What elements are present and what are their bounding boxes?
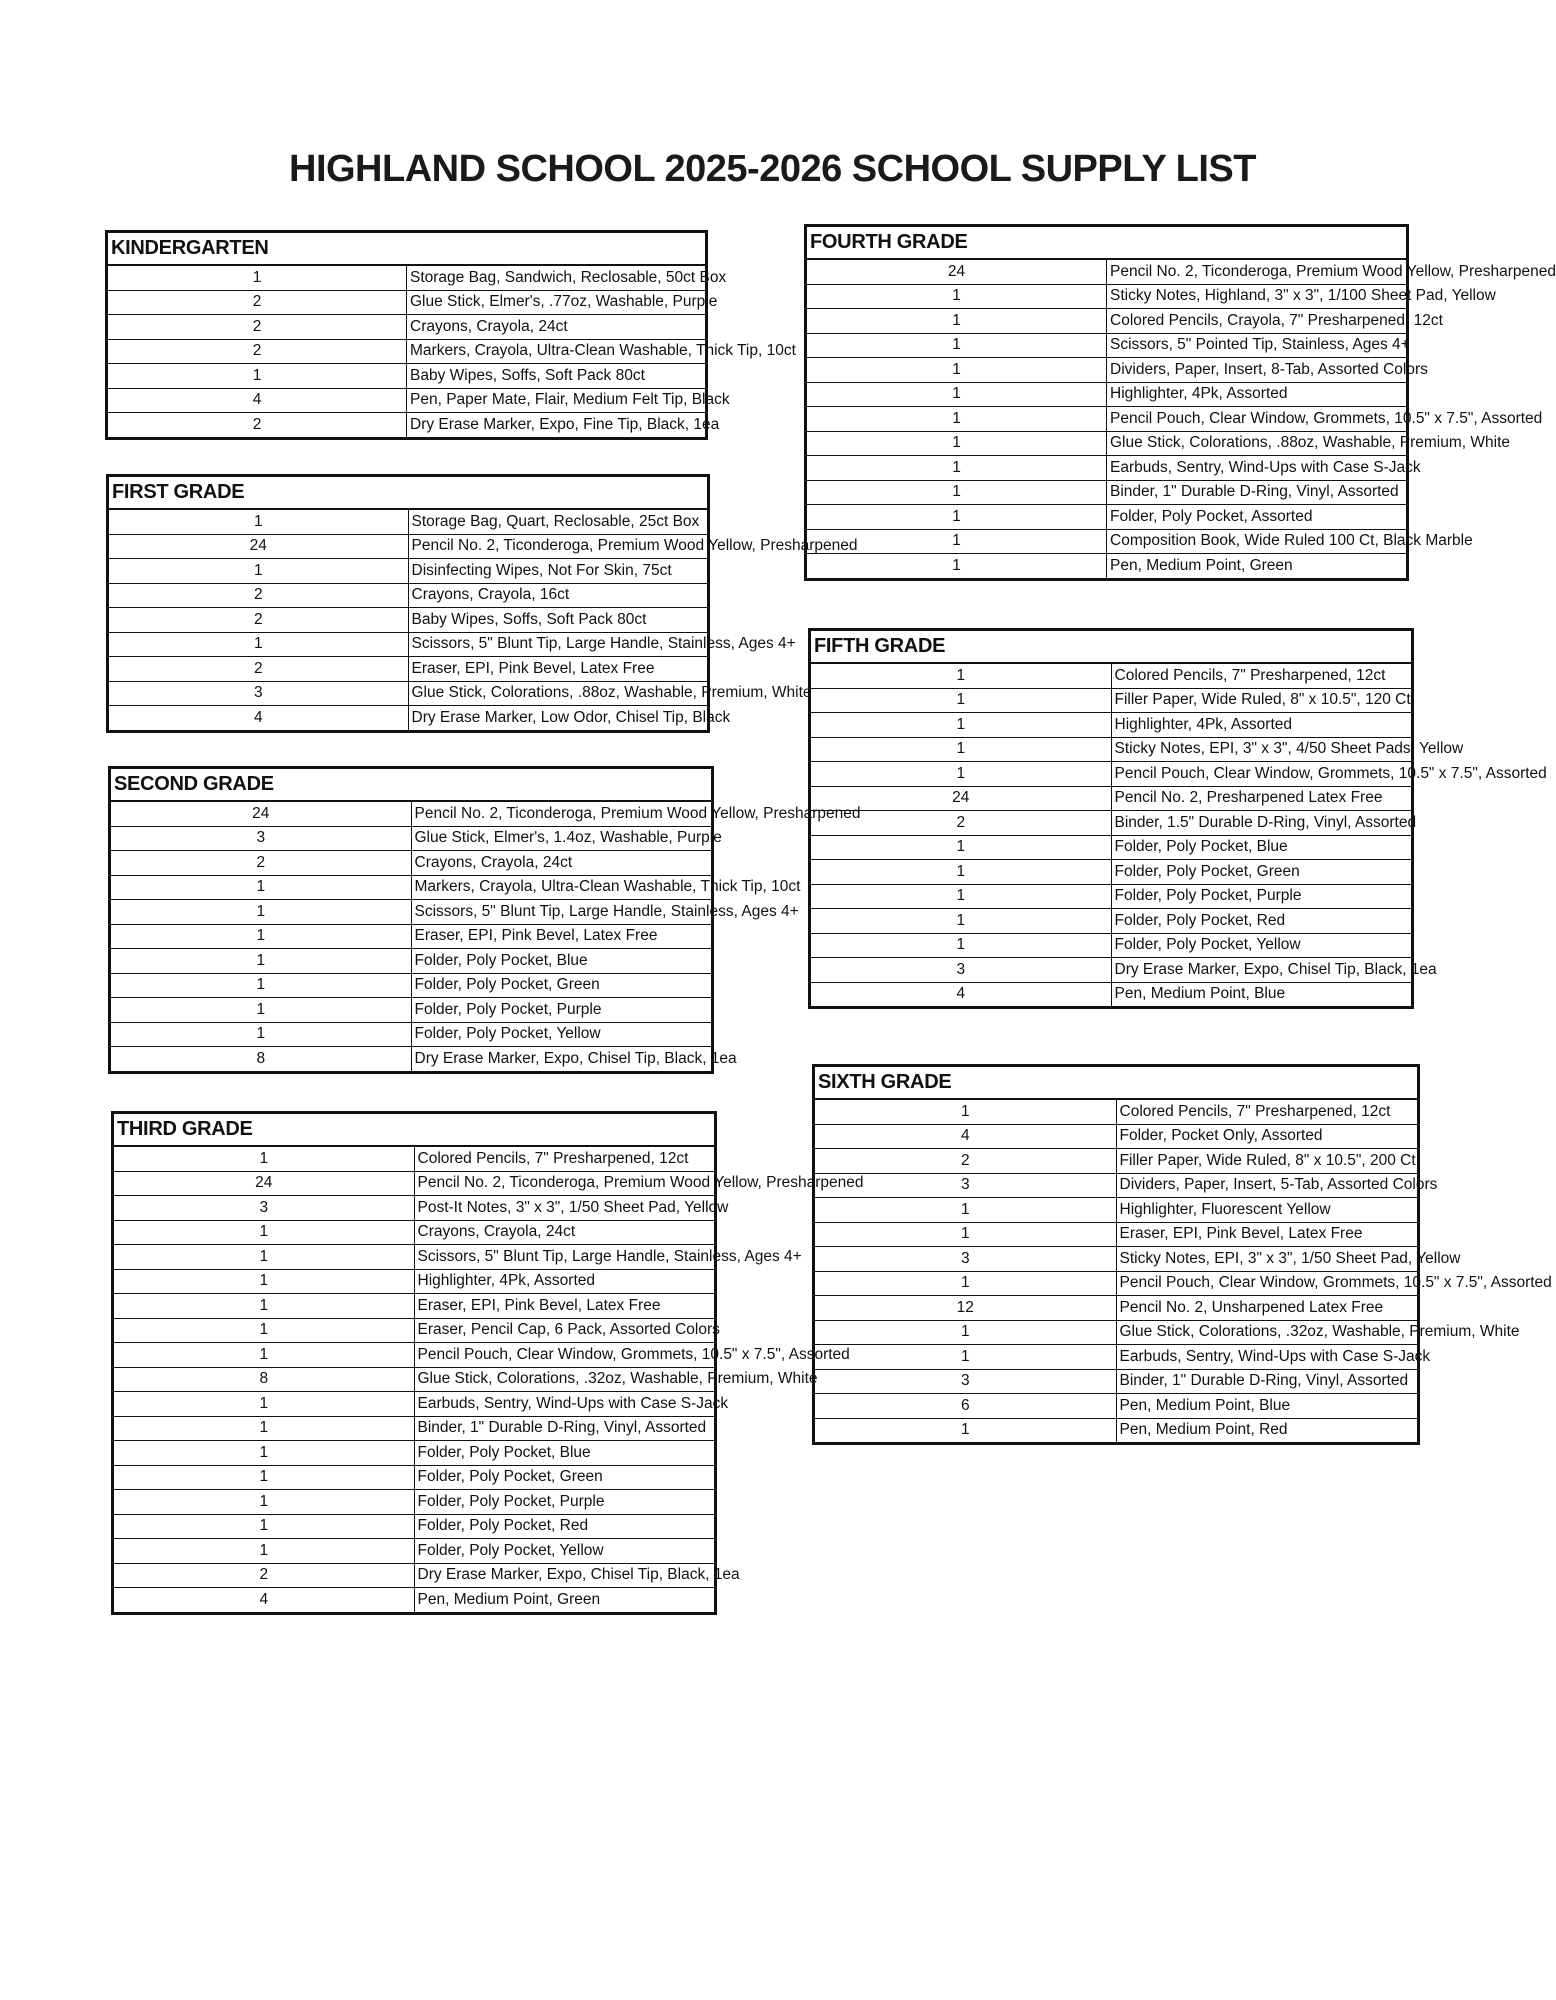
item-description: Folder, Poly Pocket, Yellow (414, 1539, 716, 1564)
grade-heading: THIRD GRADE (113, 1113, 716, 1147)
supply-row (110, 949, 713, 974)
item-description: Pencil Pouch, Clear Window, Grommets, 10.5" x 7.5", Assorted (1107, 407, 1408, 432)
supply-row (814, 1222, 1419, 1247)
second-grade-table (108, 766, 861, 1074)
item-quantity: 1 (113, 1294, 415, 1319)
grade-heading: SIXTH GRADE (814, 1066, 1419, 1100)
item-description: Pen, Medium Point, Green (414, 1588, 716, 1614)
item-description: Sticky Notes, Highland, 3" x 3", 1/100 Sheet Pad, Yellow (1107, 284, 1408, 309)
supply-row (107, 265, 707, 290)
supply-row (814, 1394, 1419, 1419)
supply-row (113, 1196, 716, 1221)
supply-row (814, 1198, 1419, 1223)
item-quantity: 2 (810, 811, 1112, 836)
supply-row (108, 534, 709, 559)
item-quantity: 8 (110, 1047, 412, 1073)
item-quantity: 24 (110, 801, 412, 826)
supply-row (814, 1173, 1419, 1198)
item-quantity: 1 (806, 529, 1107, 554)
item-description: Pencil No. 2, Ticonderoga, Premium Wood Yellow, Presharpened (1107, 259, 1408, 284)
item-description: Folder, Poly Pocket, Blue (411, 949, 713, 974)
item-description: Crayons, Crayola, 24ct (411, 851, 713, 876)
item-description: Highlighter, 4Pk, Assorted (1107, 382, 1408, 407)
item-quantity: 2 (107, 315, 407, 340)
item-description: Folder, Poly Pocket, Green (411, 973, 713, 998)
item-quantity: 1 (810, 713, 1112, 738)
item-description: Composition Book, Wide Ruled 100 Ct, Black Marble (1107, 529, 1408, 554)
supply-row (113, 1392, 716, 1417)
item-description: Folder, Poly Pocket, Green (1111, 860, 1413, 885)
supply-row (814, 1149, 1419, 1174)
item-quantity: 1 (107, 265, 407, 290)
item-description: Crayons, Crayola, 24ct (414, 1220, 716, 1245)
supply-row (814, 1247, 1419, 1272)
supply-row (113, 1294, 716, 1319)
supply-row (810, 688, 1413, 713)
supply-row (806, 480, 1408, 505)
supply-row (814, 1296, 1419, 1321)
item-quantity: 1 (810, 909, 1112, 934)
item-description: Folder, Poly Pocket, Red (414, 1514, 716, 1539)
item-description: Glue Stick, Colorations, .32oz, Washable, Premium, White (1116, 1320, 1419, 1345)
item-quantity: 1 (108, 632, 409, 657)
item-quantity: 4 (814, 1124, 1117, 1149)
item-description: Folder, Poly Pocket, Purple (411, 998, 713, 1023)
supply-row (110, 826, 713, 851)
item-description: Folder, Poly Pocket, Yellow (1111, 933, 1413, 958)
supply-row (806, 309, 1408, 334)
supply-row (806, 407, 1408, 432)
supply-row (113, 1318, 716, 1343)
item-quantity: 2 (113, 1563, 415, 1588)
item-quantity: 2 (108, 583, 409, 608)
item-quantity: 1 (113, 1146, 415, 1171)
item-description: Binder, 1" Durable D-Ring, Vinyl, Assorted (1107, 480, 1408, 505)
supply-row (810, 835, 1413, 860)
item-description: Colored Pencils, 7" Presharpened, 12ct (1116, 1099, 1419, 1124)
supply-row (810, 884, 1413, 909)
item-quantity: 1 (113, 1416, 415, 1441)
supply-row (810, 909, 1413, 934)
item-quantity: 3 (814, 1247, 1117, 1272)
grade-heading: KINDERGARTEN (107, 232, 707, 266)
supply-row (814, 1124, 1419, 1149)
item-quantity: 1 (806, 505, 1107, 530)
item-quantity: 2 (107, 413, 407, 439)
supply-row (814, 1320, 1419, 1345)
supply-row (110, 973, 713, 998)
item-description: Baby Wipes, Soffs, Soft Pack 80ct (408, 608, 709, 633)
item-quantity: 4 (113, 1588, 415, 1614)
item-description: Binder, 1.5" Durable D-Ring, Vinyl, Assorted (1111, 811, 1413, 836)
item-description: Pen, Paper Mate, Flair, Medium Felt Tip, Black (407, 388, 707, 413)
item-quantity: 1 (806, 358, 1107, 383)
item-quantity: 1 (810, 737, 1112, 762)
item-description: Eraser, EPI, Pink Bevel, Latex Free (414, 1294, 716, 1319)
item-quantity: 1 (113, 1269, 415, 1294)
supply-row (814, 1099, 1419, 1124)
item-description: Pencil No. 2, Ticonderoga, Premium Wood Yellow, Presharpened (414, 1171, 716, 1196)
item-quantity: 1 (806, 309, 1107, 334)
item-quantity: 1 (810, 762, 1112, 787)
supply-row (108, 608, 709, 633)
item-description: Binder, 1" Durable D-Ring, Vinyl, Assorted (414, 1416, 716, 1441)
item-quantity: 24 (108, 534, 409, 559)
supply-row (110, 900, 713, 925)
supply-row (108, 632, 709, 657)
fourth-grade-table (804, 224, 1556, 581)
supply-row (113, 1539, 716, 1564)
item-quantity: 1 (814, 1099, 1117, 1124)
item-description: Crayons, Crayola, 16ct (408, 583, 709, 608)
item-description: Colored Pencils, 7" Presharpened, 12ct (414, 1146, 716, 1171)
supply-row (810, 982, 1413, 1008)
item-description: Glue Stick, Colorations, .32oz, Washable, Premium, White (414, 1367, 716, 1392)
grade-heading: FOURTH GRADE (806, 226, 1408, 260)
item-description: Highlighter, 4Pk, Assorted (414, 1269, 716, 1294)
item-description: Dividers, Paper, Insert, 5-Tab, Assorted Colors (1116, 1173, 1419, 1198)
item-quantity: 1 (110, 875, 412, 900)
item-description: Storage Bag, Sandwich, Reclosable, 50ct Box (407, 265, 707, 290)
item-quantity: 1 (110, 1022, 412, 1047)
item-description: Filler Paper, Wide Ruled, 8" x 10.5", 200 Ct (1116, 1149, 1419, 1174)
item-quantity: 1 (806, 382, 1107, 407)
grade-heading: SECOND GRADE (110, 768, 713, 802)
item-quantity: 1 (113, 1490, 415, 1515)
item-quantity: 1 (113, 1318, 415, 1343)
item-quantity: 1 (806, 554, 1107, 580)
item-description: Pencil No. 2, Ticonderoga, Premium Wood Yellow, Presharpened (411, 801, 713, 826)
supply-row (108, 509, 709, 534)
item-description: Post-It Notes, 3" x 3", 1/50 Sheet Pad, Yellow (414, 1196, 716, 1221)
item-description: Folder, Poly Pocket, Assorted (1107, 505, 1408, 530)
item-quantity: 2 (108, 608, 409, 633)
item-description: Folder, Poly Pocket, Blue (414, 1441, 716, 1466)
supply-row (113, 1514, 716, 1539)
item-description: Pencil No. 2, Ticonderoga, Premium Wood Yellow, Presharpened (408, 534, 709, 559)
supply-row (113, 1490, 716, 1515)
item-description: Eraser, EPI, Pink Bevel, Latex Free (411, 924, 713, 949)
supply-row (810, 811, 1413, 836)
supply-row (810, 933, 1413, 958)
item-quantity: 4 (107, 388, 407, 413)
item-description: Pencil Pouch, Clear Window, Grommets, 10.5" x 7.5", Assorted (1111, 762, 1413, 787)
item-description: Folder, Poly Pocket, Blue (1111, 835, 1413, 860)
supply-row (107, 339, 707, 364)
supply-row (107, 388, 707, 413)
item-description: Colored Pencils, Crayola, 7" Presharpened, 12ct (1107, 309, 1408, 334)
item-quantity: 1 (113, 1392, 415, 1417)
supply-row (107, 364, 707, 389)
supply-row (814, 1418, 1419, 1444)
supply-row (107, 413, 707, 439)
supply-row (110, 924, 713, 949)
item-quantity: 1 (110, 900, 412, 925)
item-quantity: 1 (110, 924, 412, 949)
item-description: Dry Erase Marker, Expo, Fine Tip, Black, 1ea (407, 413, 707, 439)
supply-row (113, 1171, 716, 1196)
item-description: Scissors, 5" Blunt Tip, Large Handle, Stainless, Ages 4+ (408, 632, 709, 657)
item-description: Sticky Notes, EPI, 3" x 3", 1/50 Sheet Pad, Yellow (1116, 1247, 1419, 1272)
supply-row (810, 713, 1413, 738)
item-quantity: 2 (814, 1149, 1117, 1174)
item-description: Baby Wipes, Soffs, Soft Pack 80ct (407, 364, 707, 389)
item-quantity: 2 (108, 657, 409, 682)
supply-row (113, 1367, 716, 1392)
sixth-grade-table (812, 1064, 1552, 1445)
item-quantity: 24 (806, 259, 1107, 284)
item-description: Glue Stick, Colorations, .88oz, Washable, Premium, White (1107, 431, 1408, 456)
item-description: Eraser, EPI, Pink Bevel, Latex Free (1116, 1222, 1419, 1247)
item-description: Dry Erase Marker, Expo, Chisel Tip, Black, 1ea (414, 1563, 716, 1588)
item-quantity: 1 (108, 509, 409, 534)
supply-row (806, 529, 1408, 554)
item-quantity: 1 (810, 835, 1112, 860)
item-description: Eraser, EPI, Pink Bevel, Latex Free (408, 657, 709, 682)
supply-row (110, 851, 713, 876)
item-description: Glue Stick, Elmer's, .77oz, Washable, Purple (407, 290, 707, 315)
item-quantity: 3 (110, 826, 412, 851)
item-description: Folder, Poly Pocket, Yellow (411, 1022, 713, 1047)
supply-row (810, 860, 1413, 885)
item-description: Folder, Poly Pocket, Purple (414, 1490, 716, 1515)
item-quantity: 4 (108, 706, 409, 732)
supply-row (806, 554, 1408, 580)
supply-row (810, 737, 1413, 762)
item-description: Scissors, 5" Pointed Tip, Stainless, Ages 4+ (1107, 333, 1408, 358)
item-quantity: 24 (113, 1171, 415, 1196)
grade-heading: FIRST GRADE (108, 476, 709, 510)
supply-row (108, 657, 709, 682)
item-description: Scissors, 5" Blunt Tip, Large Handle, Stainless, Ages 4+ (414, 1245, 716, 1270)
item-description: Markers, Crayola, Ultra-Clean Washable, Thick Tip, 10ct (411, 875, 713, 900)
item-description: Pen, Medium Point, Blue (1116, 1394, 1419, 1419)
grade-heading: FIFTH GRADE (810, 630, 1413, 664)
item-description: Folder, Poly Pocket, Red (1111, 909, 1413, 934)
supply-row (108, 706, 709, 732)
item-description: Sticky Notes, EPI, 3" x 3", 4/50 Sheet Pads, Yellow (1111, 737, 1413, 762)
item-description: Filler Paper, Wide Ruled, 8" x 10.5", 120 Ct (1111, 688, 1413, 713)
supply-row (110, 801, 713, 826)
item-quantity: 1 (113, 1465, 415, 1490)
supply-row (113, 1588, 716, 1614)
supply-row (110, 1047, 713, 1073)
item-quantity: 1 (810, 860, 1112, 885)
item-description: Folder, Poly Pocket, Green (414, 1465, 716, 1490)
item-description: Glue Stick, Colorations, .88oz, Washable, Premium, White (408, 681, 709, 706)
supply-row (810, 663, 1413, 688)
supply-row (110, 875, 713, 900)
item-description: Pencil No. 2, Unsharpened Latex Free (1116, 1296, 1419, 1321)
supply-row (113, 1146, 716, 1171)
item-description: Earbuds, Sentry, Wind-Ups with Case S-Jack (1116, 1345, 1419, 1370)
item-quantity: 2 (107, 290, 407, 315)
first-grade-table (106, 474, 858, 733)
item-quantity: 2 (110, 851, 412, 876)
item-description: Earbuds, Sentry, Wind-Ups with Case S-Jack (414, 1392, 716, 1417)
item-quantity: 1 (110, 973, 412, 998)
item-quantity: 1 (814, 1345, 1117, 1370)
item-quantity: 3 (108, 681, 409, 706)
item-description: Pencil Pouch, Clear Window, Grommets, 10.5" x 7.5", Assorted (414, 1343, 716, 1368)
fifth-grade-table (808, 628, 1547, 1009)
item-quantity: 1 (113, 1245, 415, 1270)
third-grade-table (111, 1111, 864, 1615)
item-quantity: 1 (113, 1539, 415, 1564)
item-quantity: 1 (108, 559, 409, 584)
item-quantity: 1 (806, 407, 1107, 432)
supply-row (806, 505, 1408, 530)
supply-row (108, 681, 709, 706)
item-quantity: 8 (113, 1367, 415, 1392)
item-description: Folder, Pocket Only, Assorted (1116, 1124, 1419, 1149)
item-description: Scissors, 5" Blunt Tip, Large Handle, Stainless, Ages 4+ (411, 900, 713, 925)
item-quantity: 6 (814, 1394, 1117, 1419)
item-quantity: 1 (806, 456, 1107, 481)
supply-row (810, 958, 1413, 983)
item-description: Pen, Medium Point, Green (1107, 554, 1408, 580)
item-quantity: 1 (113, 1441, 415, 1466)
supply-row (810, 762, 1413, 787)
item-description: Earbuds, Sentry, Wind-Ups with Case S-Jack (1107, 456, 1408, 481)
item-description: Pencil No. 2, Presharpened Latex Free (1111, 786, 1413, 811)
item-description: Highlighter, 4Pk, Assorted (1111, 713, 1413, 738)
item-description: Dry Erase Marker, Expo, Chisel Tip, Black, 1ea (411, 1047, 713, 1073)
item-quantity: 1 (814, 1320, 1117, 1345)
item-description: Pen, Medium Point, Red (1116, 1418, 1419, 1444)
supply-row (806, 358, 1408, 383)
item-quantity: 3 (810, 958, 1112, 983)
supply-row (107, 315, 707, 340)
item-quantity: 1 (814, 1271, 1117, 1296)
item-description: Glue Stick, Elmer's, 1.4oz, Washable, Purple (411, 826, 713, 851)
item-quantity: 1 (110, 949, 412, 974)
supply-row (806, 284, 1408, 309)
supply-row (108, 583, 709, 608)
item-description: Dry Erase Marker, Low Odor, Chisel Tip, Black (408, 706, 709, 732)
item-description: Eraser, Pencil Cap, 6 Pack, Assorted Colors (414, 1318, 716, 1343)
supply-row (107, 290, 707, 315)
supply-row (113, 1220, 716, 1245)
supply-row (113, 1563, 716, 1588)
item-quantity: 1 (806, 431, 1107, 456)
kindergarten-table (105, 230, 796, 440)
supply-row (806, 431, 1408, 456)
item-quantity: 1 (806, 480, 1107, 505)
item-quantity: 1 (806, 284, 1107, 309)
supply-row (113, 1245, 716, 1270)
supply-row (806, 333, 1408, 358)
item-quantity: 1 (113, 1220, 415, 1245)
item-quantity: 4 (810, 982, 1112, 1008)
item-description: Highlighter, Fluorescent Yellow (1116, 1198, 1419, 1223)
supply-row (814, 1369, 1419, 1394)
supply-row (108, 559, 709, 584)
supply-row (110, 998, 713, 1023)
supply-row (806, 456, 1408, 481)
supply-row (110, 1022, 713, 1047)
supply-row (806, 259, 1408, 284)
supply-row (814, 1271, 1419, 1296)
item-description: Storage Bag, Quart, Reclosable, 25ct Box (408, 509, 709, 534)
supply-row (113, 1343, 716, 1368)
item-description: Disinfecting Wipes, Not For Skin, 75ct (408, 559, 709, 584)
item-quantity: 1 (107, 364, 407, 389)
item-quantity: 1 (810, 933, 1112, 958)
page-title: HIGHLAND SCHOOL 2025-2026 SCHOOL SUPPLY LIST (289, 148, 1256, 190)
item-quantity: 3 (814, 1173, 1117, 1198)
item-quantity: 3 (814, 1369, 1117, 1394)
item-description: Folder, Poly Pocket, Purple (1111, 884, 1413, 909)
item-quantity: 1 (810, 663, 1112, 688)
item-quantity: 1 (814, 1418, 1117, 1444)
item-description: Crayons, Crayola, 24ct (407, 315, 707, 340)
item-description: Dividers, Paper, Insert, 8-Tab, Assorted Colors (1107, 358, 1408, 383)
item-quantity: 12 (814, 1296, 1117, 1321)
item-description: Pen, Medium Point, Blue (1111, 982, 1413, 1008)
item-quantity: 1 (806, 333, 1107, 358)
supply-row (810, 786, 1413, 811)
supply-row (113, 1416, 716, 1441)
item-quantity: 1 (810, 688, 1112, 713)
item-quantity: 1 (110, 998, 412, 1023)
item-quantity: 1 (814, 1222, 1117, 1247)
item-quantity: 24 (810, 786, 1112, 811)
item-description: Markers, Crayola, Ultra-Clean Washable, Thick Tip, 10ct (407, 339, 707, 364)
item-description: Dry Erase Marker, Expo, Chisel Tip, Black, 1ea (1111, 958, 1413, 983)
item-quantity: 1 (113, 1514, 415, 1539)
item-description: Colored Pencils, 7" Presharpened, 12ct (1111, 663, 1413, 688)
item-quantity: 1 (113, 1343, 415, 1368)
item-quantity: 1 (810, 884, 1112, 909)
supply-row (113, 1269, 716, 1294)
supply-row (814, 1345, 1419, 1370)
supply-row (113, 1465, 716, 1490)
supply-row (806, 382, 1408, 407)
item-quantity: 2 (107, 339, 407, 364)
item-description: Binder, 1" Durable D-Ring, Vinyl, Assorted (1116, 1369, 1419, 1394)
item-quantity: 1 (814, 1198, 1117, 1223)
item-description: Pencil Pouch, Clear Window, Grommets, 10.5" x 7.5", Assorted (1116, 1271, 1419, 1296)
item-quantity: 3 (113, 1196, 415, 1221)
supply-row (113, 1441, 716, 1466)
